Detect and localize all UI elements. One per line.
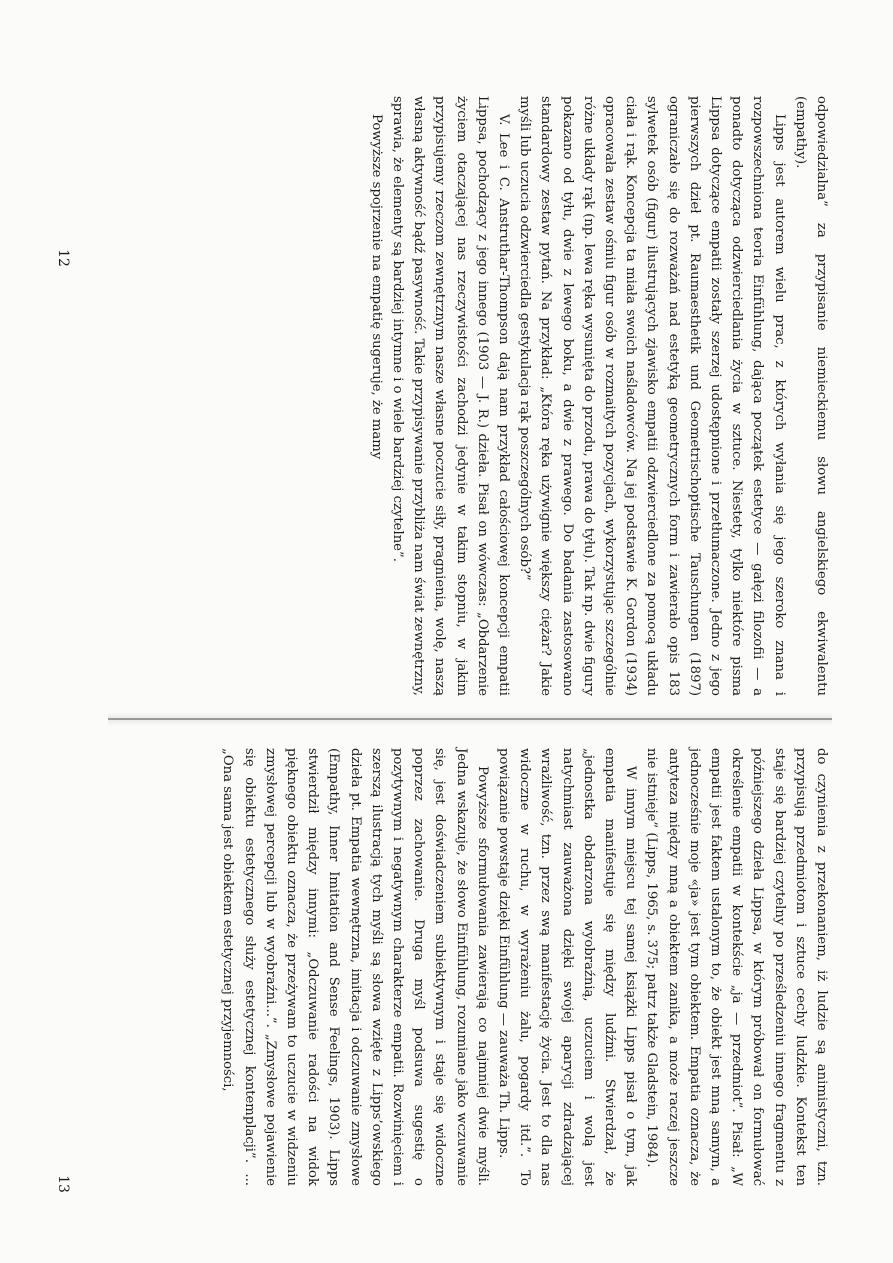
page-number-right: 13 xyxy=(54,1175,71,1193)
left-page xyxy=(102,96,832,696)
paragraph: W innym miejscu tej samej książki Lipps pisał o tym, jak empatia manifestuje się między ludźmi. Stwierdzał, że „jednostka obdarzona wyobraźnią, uczuciem i wolą jest natychmiast zauważona dzięki swojej aparycji zdradzającej wrażliwość, tzn. przez swą manifestację życia. Jest to dla nas widoczne w ruchu, w wyrażeniu żalu, pogardy itd.”. To powiązanie powstaje dzięki Einfühlung — zauważa Th. Lipps. xyxy=(495,748,639,1186)
paragraph: Lipps jest autorem wielu prac, z których wyłania się jego szeroko znana i rozpowszechniona teoria Einfühlung, dająca początek estetyce — gałęzi filozofii — a ponadto dotycząca odzwierciedlania życia w sztuce. Niestety, tylko niektóre pisma Lippsa dotyczące empatii zostały szerzej udostępnione i przetłumaczone. Jedno z jego pierwszych dzieł pt. Raumaesthetik und Geometrischoptische Tauschungen (1897) ograniczało się do rozważań nad estetyką geometrycznych form i zawierało opis 183 sylwetek osób (figur) ilustrujących zjawisko empatii odzwierciedlone za pomocą układu ciała i rąk. Koncepcja ta miała swoich naśladowców. Na jej podstawie K. Gordon (1934) opracowała zestaw ośmiu figur osób w rozmaitych pozycjach, wykorzystując szczególnie różne układy rąk (np. lewa ręka wysunięta do przodu, prawa do tyłu). Tak np. dwie figury pokazano od tyłu, dwie z lewego boku, a dwie z prawego. Do badania zastosowano standardowy zestaw pytań. Na przykład: „Która ręka używignie większy ciężar? Jakie myśli lub uczucia odzwierciedla gestykulacja rąk poszczególnych osób?” xyxy=(517,96,787,696)
right-page-text xyxy=(217,748,832,1186)
right-page xyxy=(102,748,832,1186)
page-number-left: 12 xyxy=(54,249,71,267)
paragraph: V. Lee i C. Anstruthar-Thompson dają nam przykład całościowej koncepcji empatii Lippsa, pochodzący z jego innego (1903 — J. R.) dzieła. Pisał on wówczas: „Obdarzenie życiem otaczającej nas rzeczywistości zachodzi jedynie w takim stopniu, w jakim przypisujemy rzeczom zewnętrznym nasze własne poczucie siły, pragnienia, wolę, naszą własną aktywność bądź pasywność. Takie przypisywanie przybliża nam świat zewnętrzny, sprawia, że elementy są bardziej intymne i o wiele bardziej czytelne”. xyxy=(389,96,511,696)
paragraph: odpowiedzialna” za przypisanie niemieckiemu słowu angielskiego ekwiwalentu (empathy). xyxy=(792,96,829,696)
paragraph: Powyższe sformułowania zawierają co najmniej dwie myśli. Jedna wskazuje, że słowo Einfühlung, rozumiane jako wczuwanie się, jest doświadczeniem subiektywnym i staje się widoczne poprzez zachowanie. Druga myśl podsuwa sugestię o pozytywnym i negatywnym charakterze empatii. Rozwinięciem i szerszą ilustracją tych myśli są słowa wzięte z Lipps’owskiego dzieła pt. Empatia wewnętrzna, imitacja i odczuwanie zmysłowe (Empathy, Inner Imitation and Sense Feelings, 1903). Lipps stwierdził między innymi: „Odczuwanie radości na widok pięknego obiektu oznacza, że przeżywam to uczucie w widzeniu zmysłowej percepcji lub w wyobraźni...”. „Zmysłowe pojawienie się obiektu estetycznego służy estetycznej kontemplacji”. ... „Ona sama jest obiektem estetycznej przyjemności, xyxy=(220,748,490,1186)
left-page-text xyxy=(366,96,832,696)
paragraph: Powyższe spojrzenie na empatię sugeruje, że mamy xyxy=(368,114,384,460)
paragraph: do czynienia z przekonaniem, iż ludzie są animistyczni, tzn. przypisują przedmiotom i sztuce cechy ludzkie. Kontekst ten staje się bardziej czytelny po prześledzeniu innego fragmentu z późniejszego dzieła Lippsa, w którym próbował on formułować określenie empatii w kontekście „ja — przedmiot”. Pisał: „W empatii jest faktem ustalonym to, że obiekt jest mną samym, a jednocześnie moje «ja» jest tym obiektem. Empatia oznacza, że antyteza między mną a obiektem zanika, a może raczej jeszcze nie istnieje” (Lipps, 1965, s. 375; patrz także Gladstein, 1984). xyxy=(644,748,829,1186)
page-gutter xyxy=(108,718,832,720)
